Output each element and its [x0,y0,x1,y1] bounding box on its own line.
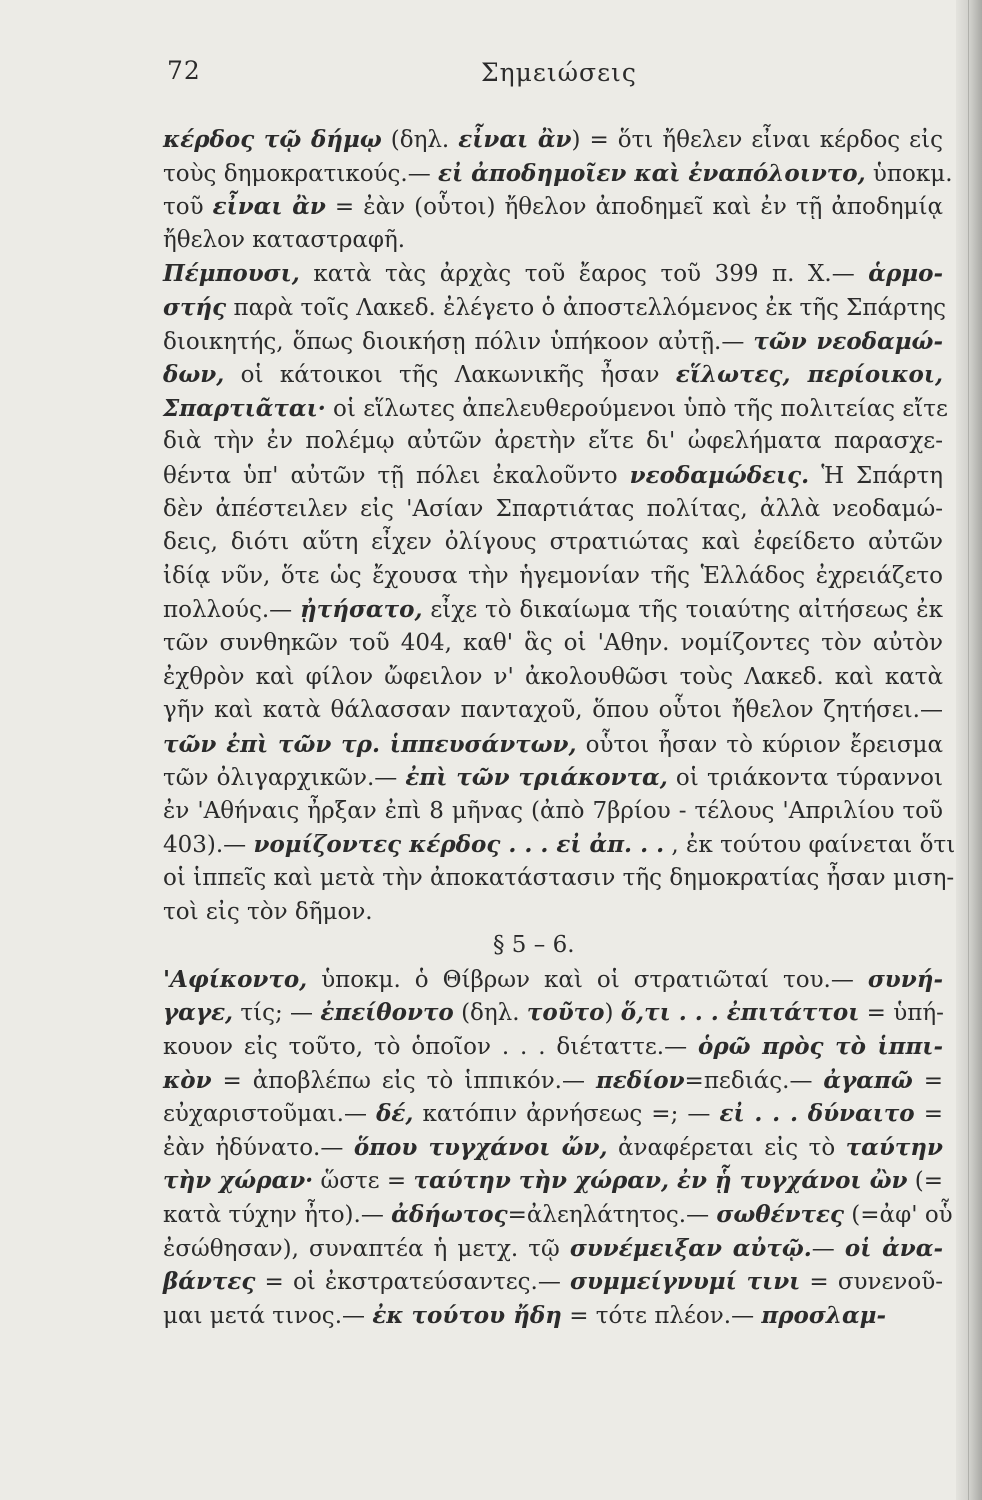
keyword-term: Πέμπουσι, [163,260,300,288]
text-line [163,728,943,762]
keyword-term: ἀγαπῶ [823,1066,913,1094]
text-run: = συνενοῦ- [800,1269,943,1296]
text-run: =ἀλεηλάτητος.— [507,1202,717,1228]
keyword-term: βάντες [163,1268,256,1296]
text-run: § 5 – 6. [493,932,575,959]
text-run: πολλούς.— [163,597,301,624]
keyword-term: εἶναι ἂν [458,126,572,153]
text-line [163,526,943,560]
text-run: κατόπιν ἀρνήσεως =; — [413,1101,720,1128]
text-run: ) = ὅτι ἤθελεν εἶναι κέρδος εἰς [571,127,943,153]
keyword-term: εἰ . . . δύναιτο [719,1100,915,1128]
text-run: τοῦ [163,194,213,221]
keyword-term: εἰ ἀποδημοῖεν καὶ ἐναπόλοιντο, [438,159,866,187]
text-run: = [912,1067,943,1094]
text-run: τῶν συνθηκῶν τοῦ 404, καθ' ἃς οἱ 'Αθην. νομίζοντες τὸν αὐτὸν [163,629,943,656]
text-run: ἰδίᾳ νῦν, ὅτε ὡς ἔχουσα τὴν ἡγεμονίαν τῆς Ἑλλάδος ἐχρειάζετο [163,562,943,589]
text-run: διοικητής, ὅπως διοικήσῃ πόλιν ὑπήκοον αὐτῇ.— [163,328,754,355]
text-line [163,761,943,795]
keyword-term: εἶναι ἂν [212,193,326,221]
keyword-term: συνή- [867,965,943,993]
text-run: γῆν καὶ κατὰ θάλασσαν πανταχοῦ, ὅπου οὗτοι ἤθελον ζητήσει.— [163,697,943,724]
text-run: παρὰ τοῖς Λακεδ. ἐλέγετο ὁ ἀποστελλόμενος ἐκ τῆς Σπάρτης [226,294,946,321]
keyword-term: ἐκ τούτου ἤδη [372,1301,562,1329]
keyword-term: Σπαρτιᾶται· [163,394,326,422]
keyword-term: τῶν ἐπὶ τῶν τρ. ἱππευσάντων, [163,730,577,758]
text-run: ) [604,1000,621,1027]
text-line [163,493,943,527]
text-line [163,459,943,493]
keyword-term: οἱ ἀνα- [844,1234,944,1262]
text-run: οἱ κάτοικοι τῆς Λακωνικῆς ἦσαν [224,362,676,389]
text-run: διὰ τὴν ἐν πολέμῳ αὐτῶν ἀρετὴν εἴτε δι' ὠφελήματα παρασχε- [163,428,943,455]
text-run: μαι μετά τινος.— [163,1302,373,1329]
page-number: 72 [167,56,201,85]
keyword-term: ὁρῶ πρὸς τὸ ἱππι- [697,1033,943,1061]
keyword-term: νομίζοντες κέρδος . . . εἰ ἀπ. . . [253,831,665,859]
keyword-term: νεοδαμώδεις. [629,461,810,489]
keyword-term: στής [163,293,227,321]
text-run: , ἐκ τούτου φαίνεται ὅτι [664,832,956,859]
text-run: οἱ εἵλωτες ἀπελευθερούμενοι ὑπὸ τῆς πολιτείας εἴτε [325,395,948,422]
text-run: (δηλ. [381,127,459,153]
keyword-term: συμμείγνυμί τινι [569,1268,801,1296]
text-line [163,661,943,695]
text-line [163,257,943,291]
text-run: δεις, διότι αὕτη εἶχεν ὀλίγους στρατιώτας καὶ ἐφείδετο αὐτῶν [163,529,943,556]
text-line [163,224,943,258]
text-run: ἀναφέρεται εἰς τὸ [607,1134,846,1161]
keyword-term: δέ, [376,1100,414,1128]
text-run: ὑποκμ. ὁ Θίβρων καὶ οἱ στρατιῶταί του.— [307,966,868,993]
text-line [163,190,943,224]
text-run: ἐσώθησαν), συναπτέα ἡ μετχ. τῷ [163,1235,570,1262]
text-run: οὗτοι ἦσαν τὸ κύριον ἔρεισμα [576,731,943,758]
text-run: δὲν ἀπέστειλεν εἰς 'Ασίαν Σπαρτιάτας πολίτας, ἀλλὰ νεοδαμώ- [163,495,943,522]
page-edge-shadow [956,0,982,1500]
text-run: ἤθελον καταστραφῆ. [163,226,406,253]
text-run: = ἐὰν (οὗτοι) ἤθελον ἀποδημεῖ καὶ ἐν τῇ ἀποδημίᾳ [325,194,943,221]
keyword-term: τοῦτο [526,999,605,1027]
keyword-term: τὴν χώραν· [163,1167,314,1195]
text-run: = ἀποβλέπω εἰς τὸ ἱππικόν.— [211,1067,596,1094]
text-line [163,392,948,426]
text-line [163,325,943,359]
text-line [163,963,943,997]
text-run: τίς; — [233,1000,321,1027]
keyword-term: δων, [163,361,225,389]
text-run: οἱ τριάκοντα τύραννοι [667,765,943,792]
text-run: κουον εἰς τοῦτο, τὸ ὁποῖον . . . διέταττε.— [163,1034,698,1061]
text-run: ἐχθρὸν καὶ φίλον ὤφειλον ν' ἀκολουθῶσι τοὺς Λακεδ. καὶ κατὰ [163,663,943,690]
keyword-term: 'Αφίκοντο, [163,965,308,993]
text-run: (δηλ. [453,1000,527,1027]
keyword-term: συνέμειξαν αὐτῷ. [569,1234,812,1262]
text-run: εἶχε τὸ δικαίωμα τῆς τοιαύτης αἰτήσεως ἐκ [422,597,943,624]
text-run: τῶν ὀλιγαρχικῶν.— [163,765,406,792]
keyword-term: ᾐτήσατο, [300,596,423,624]
text-run: (=ἀφ' οὗ [844,1202,953,1228]
text-run: κατὰ τύχην ἦτο).— [163,1202,392,1228]
page-header [163,56,942,96]
text-run: = οἱ ἐκστρατεύσαντες.— [255,1269,570,1296]
text-line [163,694,943,728]
keyword-term: εἵλωτες, περίοικοι, [675,361,944,389]
notes-body-text [163,123,956,1332]
text-line [163,795,943,829]
text-line [163,862,955,896]
text-line [163,425,943,459]
text-line [163,291,946,325]
text-line [163,996,943,1030]
text-line [163,1265,943,1299]
keyword-term: ὅπου τυγχάνοι ὤν, [353,1133,608,1161]
text-run: ὥστε = [313,1168,414,1195]
keyword-term: ἐπὶ τῶν τριάκοντα, [405,764,668,792]
text-line [163,358,943,392]
text-run: = ὑπή- [859,1000,944,1027]
keyword-term: κὸν [163,1066,212,1094]
keyword-term: ταύτην τὴν χώραν, ἐν ᾗ τυγχάνοι ὢν [413,1167,908,1195]
text-line [163,560,943,594]
text-line [163,123,943,157]
text-run: = τότε πλέον.— [561,1302,762,1329]
text-line [163,157,953,191]
text-line [163,1030,943,1064]
text-line [163,896,943,930]
text-run: ἐν 'Αθήναις ἦρξαν ἐπὶ 8 μῆνας (ἀπὸ 7βρίου - τέλους 'Απριλίου τοῦ [163,797,943,824]
text-line [163,1164,943,1198]
keyword-term: πεδίον [595,1066,685,1094]
text-line [163,1198,953,1232]
text-line [163,627,943,661]
text-line [163,1299,943,1333]
text-run: (= [907,1168,944,1195]
text-line [163,1232,943,1266]
keyword-term: ταύτην [845,1133,943,1161]
text-run: 403).— [163,832,254,859]
text-line [163,1064,943,1098]
text-line [163,828,956,862]
text-run: κατὰ τὰς ἀρχὰς τοῦ ἔαρος τοῦ 399 π. Χ.— [299,261,869,288]
text-line [163,1131,943,1165]
text-run: εὐχαριστοῦμαι.— [163,1101,377,1128]
keyword-term: προσλαμ- [761,1301,887,1329]
text-run: = [914,1101,943,1128]
running-title: Σημειώσεις [481,58,637,87]
text-line [163,1097,943,1131]
text-run: θέντα ὑπ' αὐτῶν τῇ πόλει ἐκαλοῦντο [163,462,630,489]
keyword-term: ἐπείθοντο [320,999,454,1027]
keyword-term: ὅ,τι . . . ἐπιτάττοι [620,999,860,1027]
text-run: τοὺς δημοκρατικούς.— [163,160,439,187]
text-run: οἱ ἱππεῖς καὶ μετὰ τὴν ἀποκατάστασιν τῆς δημοκρατίας ἦσαν μιση- [163,865,955,892]
section-heading [163,929,943,963]
keyword-term: γαγε, [163,999,234,1027]
keyword-term: τῶν νεοδαμώ- [753,327,943,355]
text-run: ὑποκμ. [865,160,953,187]
text-run: — [811,1235,845,1262]
text-run: ἐὰν ἠδύνατο.— [163,1134,354,1161]
text-line [163,593,943,627]
keyword-term: ἁρμο- [868,260,943,288]
keyword-term: ἀδήωτος [391,1201,508,1228]
text-run: =πεδιάς.— [684,1067,824,1094]
keyword-term: κέρδος τῷ δήμῳ [163,126,382,153]
text-run: τοὶ εἰς τὸν δῆμον. [163,898,373,925]
text-run: Ἡ Σπάρτη [809,462,943,489]
keyword-term: σωθέντες [716,1201,844,1228]
